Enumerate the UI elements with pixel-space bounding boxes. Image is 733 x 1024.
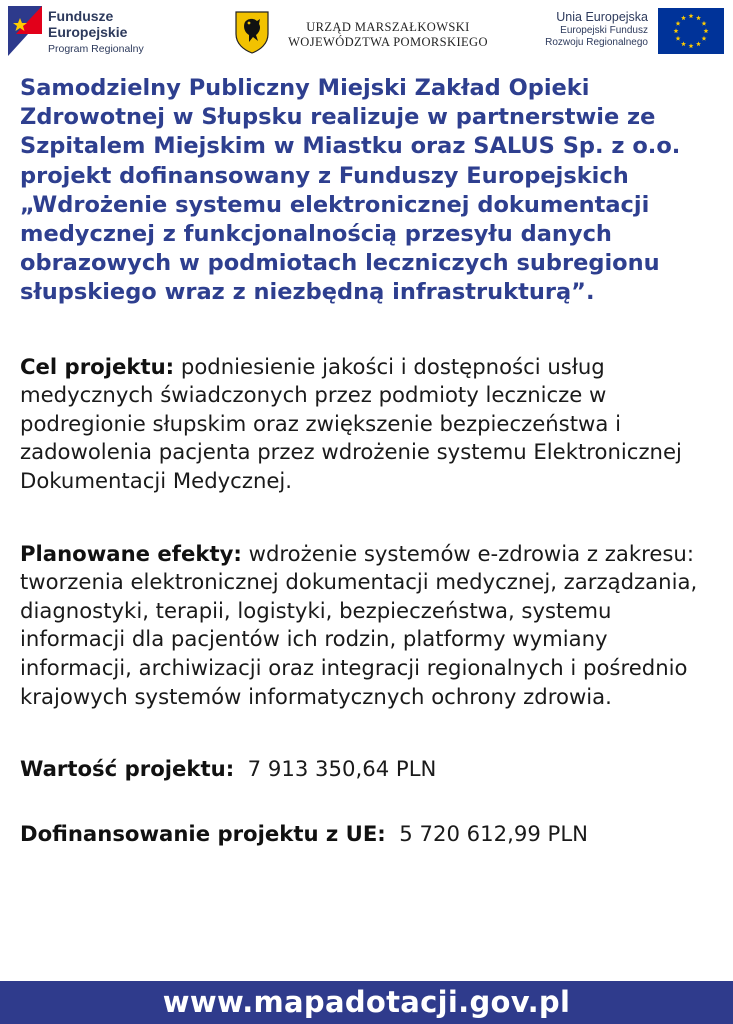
- footer-banner: [0, 981, 733, 1024]
- eu-logo-line3: Rozwoju Regionalnego: [545, 37, 648, 48]
- eu-flag-icon: [658, 8, 724, 54]
- project-goal-text: podniesienie jakości i dostępności usług medycznych świadczonych przez podmioty lecznicze w podregionie słupskim oraz zwiększenie bezpieczeństwa i zadowolenia pacjenta przez wdrożenie systemu Elektronicznej Dokumentacji Medycznej.: [20, 353, 682, 493]
- project-value-amount: 7 913 350,64 PLN: [247, 756, 437, 782]
- project-value: [20, 755, 720, 784]
- urzad-marszalkowski-logo: [234, 10, 494, 56]
- planned-effects: [20, 540, 720, 712]
- fe-logo-line3: Program Regionalny: [48, 43, 144, 55]
- unia-europejska-logo: [530, 8, 730, 58]
- eu-logo-line1: Unia Europejska: [556, 10, 648, 24]
- footer-url-link[interactable]: www.mapadotacji.gov.pl: [162, 985, 571, 1019]
- eu-logo-line2: Europejski Fundusz: [560, 25, 648, 36]
- eu-funding: [20, 820, 720, 849]
- planned-effects-text: wdrożenie systemów e-zdrowia z zakresu: tworzenia elektronicznej dokumentacji medycznej, zarządzania, diagnostyki, terapii, logistyki, bezpieczeństwa, systemu informacji dla pacjentów ich rodzin, platformy wymiany informacji, archiwizacji oraz integracji regionalnych i pośrednio krajowych systemów informatycznych ochrony zdrowia.: [20, 540, 698, 709]
- pomorskie-crest-icon: [234, 10, 270, 54]
- logo-bar: [0, 0, 733, 62]
- project-goal: [20, 353, 720, 496]
- project-goal-label: Cel projektu:: [20, 353, 175, 379]
- marshal-office-line2: WOJEWÓDZTWA POMORSKIEGO: [288, 35, 488, 49]
- fe-logo-line1: Fundusze: [48, 8, 114, 24]
- planned-effects-label: Planowane efekty:: [20, 540, 242, 566]
- notice-content: [20, 74, 720, 848]
- project-value-label: Wartość projektu:: [20, 756, 235, 782]
- marshal-office-line1: URZĄD MARSZAŁKOWSKI: [306, 20, 470, 34]
- eu-funding-amount: 5 720 612,99 PLN: [399, 820, 588, 846]
- eu-funding-label: Dofinansowanie projektu z UE:: [20, 820, 386, 846]
- fe-logo-line2: Europejskie: [48, 24, 128, 40]
- project-headline: Samodzielny Publiczny Miejski Zakład Opieki Zdrowotnej w Słupsku realizuje w partnerstwie ze Szpitalem Miejskim w Miastku oraz SALUS Sp. z o.o. projekt dofinansowany z Funduszy Europejskich „Wdrożenie systemu elektronicznej dokumentacji medycznej z funkcjonalnością przesyłu danych obrazowych w podmiotach leczniczych subregionu słupskiego wraz z niezbędną infrastrukturą”.: [20, 75, 681, 306]
- fundusze-europejskie-mark-icon: [6, 4, 44, 58]
- fundusze-europejskie-logo: [6, 4, 166, 58]
